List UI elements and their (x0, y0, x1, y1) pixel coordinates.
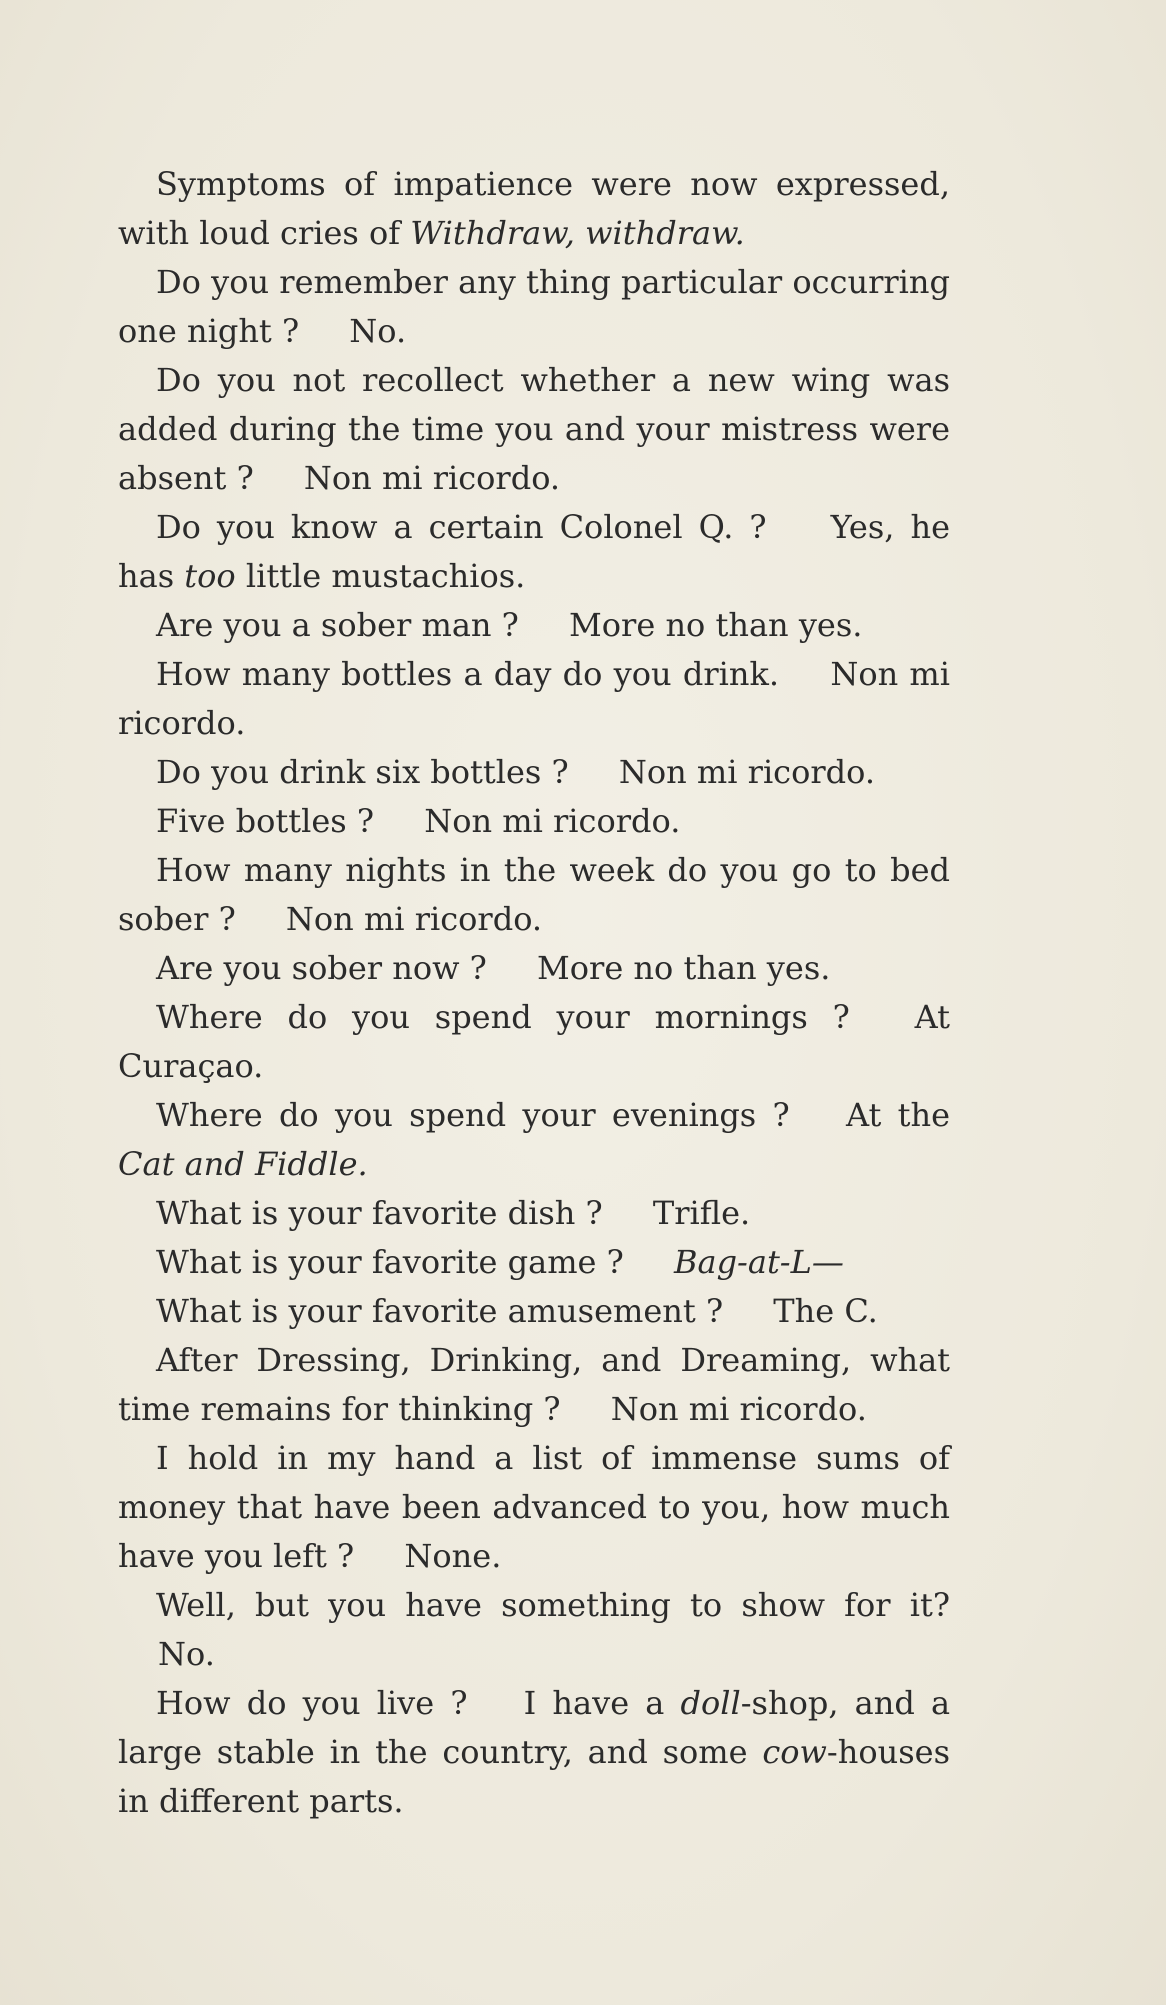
answer-segment: -houses in different parts. (118, 1733, 950, 1820)
question-text: I hold in my hand a list of immense sums of money that have been advanced to you, how much have you left ? (118, 1439, 950, 1575)
answer-text: Non mi ricordo. (618, 753, 876, 791)
dialogue-paragraph (118, 1287, 950, 1336)
answer-segment: doll (680, 1684, 741, 1722)
dialogue-paragraph (118, 1238, 950, 1287)
answer-text: No. (158, 1635, 215, 1673)
question-text: Do you know a certain Colonel Q. ? (156, 508, 767, 546)
question-text: Yes, he has (118, 508, 951, 595)
dialogue-paragraph (118, 944, 950, 993)
answer-text: Non mi ricordo. (610, 1390, 867, 1428)
answer-segment: -shop, and a large stable in the country, and some (118, 1684, 951, 1771)
answer-text: None. (404, 1537, 502, 1575)
answer-text: More no than yes. (569, 606, 863, 644)
dialogue-paragraph (118, 601, 950, 650)
dialogue-paragraph (118, 993, 950, 1091)
dialogue-paragraph (118, 1091, 950, 1189)
dialogue-paragraph (118, 503, 950, 601)
dialogue-paragraph (118, 258, 950, 356)
answer-text: Non mi ricordo. (424, 802, 681, 840)
question-text: Well, but you have something to show for it? (156, 1586, 950, 1624)
question-text: What is your favorite dish ? (156, 1194, 603, 1232)
question-text: Where do you spend your evenings ? (156, 1096, 790, 1134)
answer-segment: I have a (523, 1684, 681, 1722)
question-text: Do you remember any thing particular occurring one night ? (118, 263, 950, 350)
dialogue-paragraph (118, 1189, 950, 1238)
question-text: How many bottles a day do you drink. (156, 655, 780, 693)
body-text (118, 160, 950, 1826)
dialogue-paragraph (118, 1581, 950, 1679)
answer-text: No. (349, 312, 407, 350)
dialogue-paragraph (118, 356, 950, 503)
answer-segment: Cat and Fiddle. (118, 1145, 368, 1183)
question-text: What is your favorite game ? (156, 1243, 624, 1281)
dialogue-paragraph (118, 797, 950, 846)
answer-text: The C. (773, 1292, 878, 1330)
answer-segment: cow (762, 1733, 827, 1771)
question-text: Withdraw, withdraw. (410, 214, 745, 252)
answer-text: Non mi ricordo. (118, 655, 951, 742)
dialogue-paragraph (118, 650, 950, 748)
question-text: What is your favorite amusement ? (156, 1292, 724, 1330)
question-text: How many nights in the week do you go to bed sober ? (118, 851, 950, 938)
dialogue-paragraph (118, 748, 950, 797)
question-text: Do you drink six bottles ? (156, 753, 569, 791)
dialogue-paragraph (118, 1336, 950, 1434)
answer-text: Trifle. (652, 1194, 751, 1232)
question-text: Are you a sober man ? (156, 606, 519, 644)
answer-segment: Bag-at-L— (673, 1243, 844, 1281)
question-text: Are you sober now ? (156, 949, 487, 987)
question-text: Symptoms of impatience were now expressed, with loud cries of (118, 165, 950, 252)
answer-text: Non mi ricordo. (285, 900, 543, 938)
dialogue-paragraph (118, 1434, 950, 1581)
question-text: too (184, 557, 236, 595)
question-text: Do you not recollect whether a new wing was added during the time you and your mistress were absent ? (118, 361, 950, 497)
answer-text: More no than yes. (536, 949, 831, 987)
answer-segment: At the (845, 1096, 951, 1134)
dialogue-paragraph (118, 160, 950, 258)
answer-text: At Curaçao. (118, 998, 951, 1085)
dialogue-paragraph (118, 846, 950, 944)
question-text: After Dressing, Drinking, and Dreaming, what time remains for thinking ? (118, 1341, 950, 1428)
question-text: How do you live ? (156, 1684, 468, 1722)
answer-text: Non mi ricordo. (303, 459, 561, 497)
answer-text (674, 1243, 844, 1281)
dialogue-paragraph (118, 1679, 950, 1826)
question-text: Where do you spend your mornings ? (156, 998, 850, 1036)
question-text: little mustachios. (235, 557, 526, 595)
question-text: Five bottles ? (156, 802, 375, 840)
